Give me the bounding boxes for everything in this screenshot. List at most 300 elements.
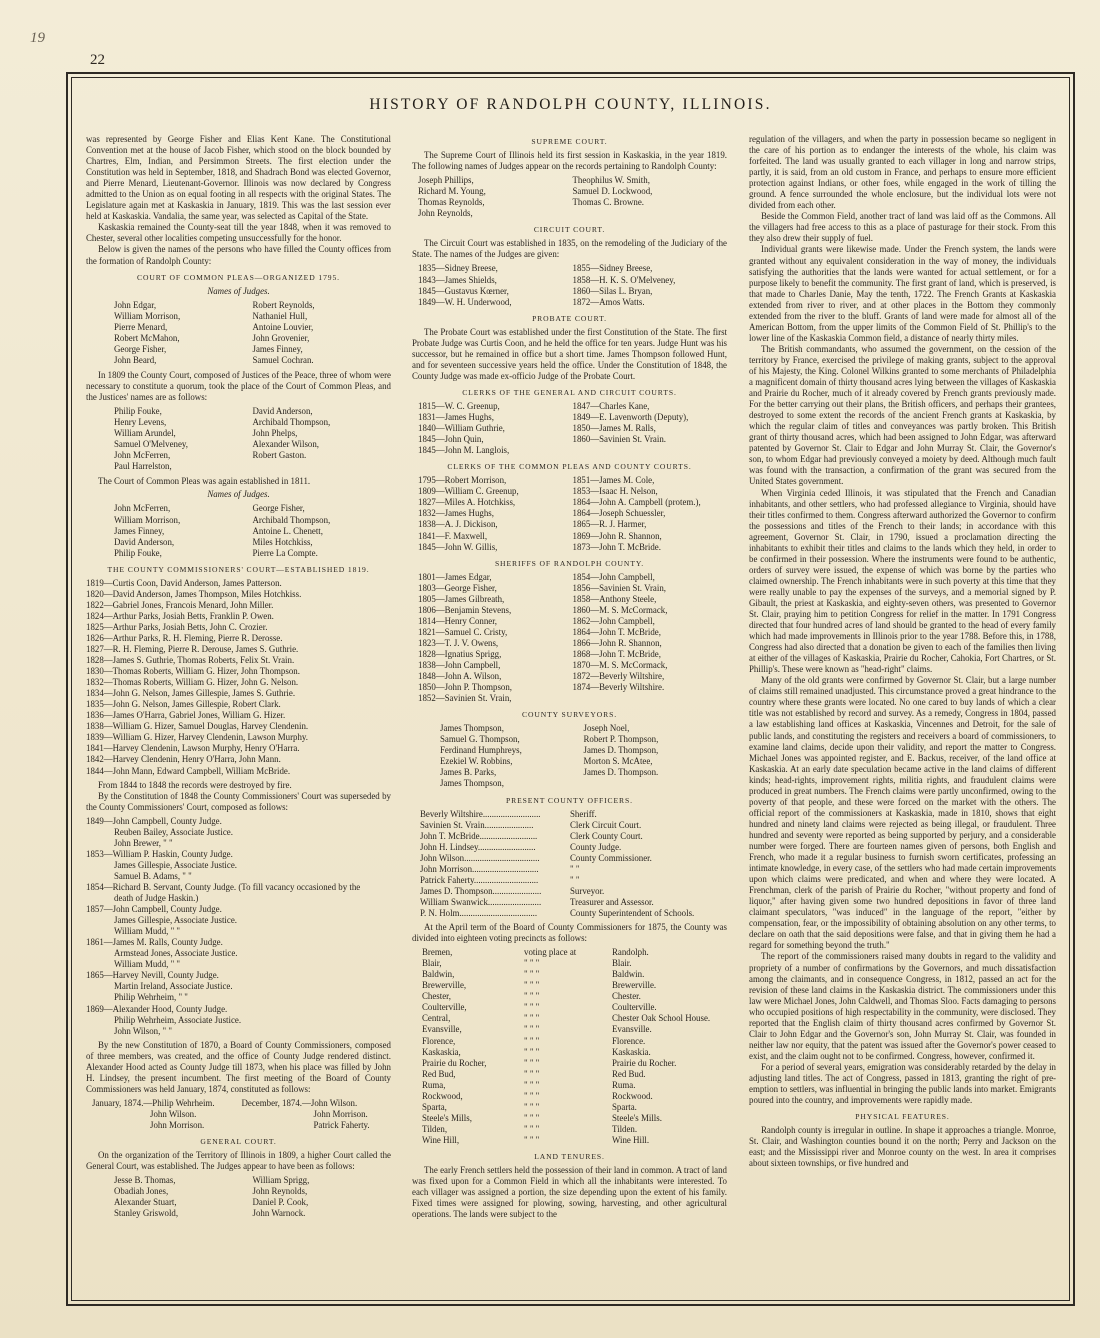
- name-list: [412, 475, 727, 552]
- precinct-name: Steele's Mills,: [422, 1112, 472, 1123]
- list-item: 1820—David Anderson, James Thompson, Miles Hotchkiss.: [86, 588, 302, 599]
- list-item: James Thompson,: [440, 723, 504, 734]
- precinct-place: Brewerville.: [612, 980, 657, 991]
- precinct-name: Red Bud,: [422, 1068, 456, 1079]
- precinct-row: [412, 980, 727, 991]
- list-item: 1835—Sidney Breese,: [418, 263, 498, 274]
- precinct-name: Rockwood,: [422, 1090, 463, 1101]
- list-item: Archibald Thompson,: [252, 514, 331, 525]
- precinct-place: Red Bud.: [612, 1068, 646, 1079]
- precinct-name: Brewerville,: [422, 980, 467, 991]
- name-list: [86, 406, 391, 472]
- list-item: 1832—James Hughs,: [418, 508, 494, 519]
- precinct-place: Wine Hill.: [612, 1134, 650, 1145]
- list-item: Ferdinand Humphreys,: [440, 745, 522, 756]
- officer-row: [412, 908, 727, 919]
- list-item: 1842—Harvey Clendenin, Henry O'Harra, John Mann.: [86, 754, 281, 765]
- list-item: Thomas C. Browne.: [572, 197, 644, 208]
- list-item: Armstead Jones, Associate Justice.: [114, 948, 238, 959]
- precinct-voting: " " ": [524, 1090, 540, 1101]
- list-item: 1832—Thomas Roberts, William G. Hizer, John G. Nelson.: [86, 677, 299, 688]
- precinct-name: Prairie du Rocher,: [422, 1057, 487, 1068]
- precinct-voting: " " ": [524, 958, 540, 969]
- list-item: 1872—Amos Watts.: [572, 296, 645, 307]
- list-item: James Finney,: [252, 343, 303, 354]
- precinct-place: Florence.: [612, 1035, 646, 1046]
- list-item: John Reynolds,: [418, 208, 473, 219]
- list-item: James Gillespie, Associate Justice.: [114, 859, 237, 870]
- list-item: 1822—Gabriel Jones, Francois Menard, John Miller.: [86, 599, 274, 610]
- precinct-row: [412, 1080, 727, 1091]
- officer-name: Patrick Faherty.............................: [420, 874, 539, 885]
- list-item: 1841—Harvey Clendenin, Lawson Murphy, Henry O'Harra.: [86, 743, 300, 754]
- list-item: 1864—Joseph Schuessler,: [572, 508, 666, 519]
- precinct-place: Prairie du Rocher.: [612, 1057, 677, 1068]
- precinct-voting: " " ": [524, 1101, 540, 1112]
- officer-title: County Judge.: [570, 841, 622, 852]
- name-list: [412, 401, 727, 456]
- precinct-place: Steele's Mills.: [612, 1112, 662, 1123]
- list-item: 1801—James Edgar,: [418, 571, 492, 582]
- paragraph: Individual grants were likewise made. Under the French system, the lands were granted without any equivalent consideration in the way of money, the individuals satisfying the authorities that the lands were wanted for actual settlement, or for a purpose likely to benefit the community. The first grant of land, which is preserved, is that made to Charles Danie, May the tenth, 1722. The French Grants at Kaskaskia extended from river to river, and at other places in the Bottom they commonly extended from the river to the bluff. Grants of land were made for almost all of the American Bottom, from the upper limits of the Common Field of St. Phillip's to the lower line of the Kaskaskia Common field, a distance of nearly thirty miles.: [749, 244, 1056, 343]
- list-item: William Mudd, " ": [114, 926, 181, 937]
- list-item: William Arundel,: [114, 428, 176, 439]
- list-item: death of Judge Haskin.): [114, 893, 199, 904]
- list-item: John Wilson.: [150, 1108, 197, 1119]
- list-item: Joseph Noel,: [583, 723, 630, 734]
- precinct-voting: " " ": [524, 1013, 540, 1024]
- precinct-voting: " " ": [524, 1035, 540, 1046]
- precinct-name: Wine Hill,: [422, 1134, 460, 1145]
- list-item: James Gillespie, Associate Justice.: [114, 915, 237, 926]
- officer-title: Surveyor.: [570, 885, 605, 896]
- list-item: James D. Thompson.: [583, 767, 659, 778]
- precinct-row: [412, 1091, 727, 1102]
- list-item: 1865—R. J. Harmer,: [572, 519, 647, 530]
- paragraph: The British commandants, who assumed the government, on the cession of the territory by France, exercised the privilege of making grants, subject to the approval of his Majesty, the King. Colonel Wilkins granted to some merchants of Philadelphia a magnificent domain of thirty thousand acres lying between the villages of Kaskaskia and Prairie du Rocher, much of it already covered by French grants previously made. For the better carrying out their plans, the British officers, and perhaps their grantees, destroyed to some extent the records of the ancient French grants at Kaskaskia, by which the regular claim of titles and conveyances was partly broken. This British grant of thirty thousand acres, which had been assigned to John Edgar, was afterward patented by Governor St. Clair to Edgar and John Murray St. Clair, the Governor's son, to whom Edgar had previously conveyed a moiety by deed. Although much fault was found with the transaction, a confirmation of the grant was secured from the United States government.: [749, 343, 1056, 487]
- list-item: Philip Wehrheim, Associate Justice.: [114, 1014, 242, 1025]
- list-item: John Brewer, " ": [114, 837, 173, 848]
- precinct-row: [412, 1069, 727, 1080]
- officer-row: [412, 897, 727, 908]
- precinct-place: Randolph.: [612, 947, 649, 958]
- list-item: 1857—John Campbell, County Judge.: [86, 904, 222, 915]
- list-item: Jesse B. Thomas,: [114, 1175, 176, 1186]
- list-item: 1865—Harvey Nevill, County Judge.: [86, 970, 219, 981]
- precinct-row: [412, 1036, 727, 1047]
- paragraph: At the April term of the Board of County Commissioners for 1875, the County was divided into eighteen voting precincts as follows:: [412, 922, 727, 944]
- list-item: 1845—John W. Gillis,: [418, 541, 498, 552]
- list-item: 1849—E. Lavenworth (Deputy),: [572, 412, 689, 423]
- list-item: Robert Reynolds,: [252, 299, 315, 310]
- list-item: David Anderson,: [114, 536, 175, 547]
- precinct-row: [412, 1024, 727, 1035]
- officer-name: John T. McBride..........................: [420, 830, 538, 841]
- list-item: 1848—John A. Wilson,: [418, 671, 502, 682]
- list-item: 1824—Arthur Parks, Josiah Betts, Franklin P. Owen.: [86, 610, 274, 621]
- list-item: Archibald Thompson,: [252, 417, 331, 428]
- officer-title: " ": [570, 863, 580, 874]
- precinct-name: Chester,: [422, 991, 451, 1002]
- list-item: Joseph Phillips,: [418, 175, 474, 186]
- list-item: Antoine Louvier,: [252, 321, 314, 332]
- list-item: John Warnock.: [252, 1208, 306, 1219]
- precinct-place: Coulterville.: [612, 1002, 657, 1013]
- list-item: 1838—William G. Hizer, Samuel Douglas, Harvey Clendenin.: [86, 721, 309, 732]
- list-item: 1845—John Quin,: [418, 434, 484, 445]
- list-item: Alexander Stuart,: [114, 1197, 177, 1208]
- officer-name: Savinien St. Vrain......................: [420, 819, 534, 830]
- list-item: 1856—Savinien St. Vrain,: [572, 582, 666, 593]
- officer-row: [412, 853, 727, 864]
- section-heading: CLERKS OF THE COMMON PLEAS AND COUNTY COURTS.: [447, 462, 692, 472]
- list-item: 1853—Isaac H. Nelson,: [572, 486, 658, 497]
- list-item: 1852—Savinien St. Vrain,: [418, 693, 512, 704]
- precinct-row: [412, 1058, 727, 1069]
- precinct-row: [412, 1047, 727, 1058]
- list-item: Henry Levens,: [114, 417, 167, 428]
- paragraph: regulation of the villagers, and when the party in possession became so negligent in the care of his portion as to endanger the interests of the whole, his claim was forfeited. The land was usually granted to each villager in long and narrow strips, partly, it is said, from an old custom in France, and perhaps to ensure more efficient protection against Indians, or other foes, while engaged in the work of tilling the ground. A fence surrounded the whole enclosure, but the individual lots were not divided from each other.: [749, 134, 1056, 211]
- precinct-name: Coulterville,: [422, 1002, 467, 1013]
- list-item: 1809—William C. Greenup,: [418, 486, 519, 497]
- list-item: Samuel G. Thompson,: [440, 734, 520, 745]
- precinct-voting: " " ": [524, 969, 540, 980]
- precinct-place: Chester.: [612, 991, 641, 1002]
- paragraph: From 1844 to 1848 the records were destroyed by fire.: [98, 779, 292, 790]
- list-item: George Fisher,: [252, 503, 305, 514]
- list-item: 1850—James M. Ralls,: [572, 423, 656, 434]
- list-item: 1823—T. J. V. Owens,: [418, 637, 499, 648]
- section-heading: CIRCUIT COURT.: [533, 225, 606, 235]
- list-item: Thomas Reynolds,: [418, 197, 485, 208]
- list-item: Paul Harrelston,: [114, 461, 172, 472]
- section-heading: GENERAL COURT.: [200, 1137, 277, 1147]
- officer-name: William Swanwick........................: [420, 896, 542, 907]
- list-item: 1835—John G. Nelson, James Gillespie, Robert Clark.: [86, 699, 281, 710]
- precinct-voting: " " ": [524, 991, 540, 1002]
- section-heading: PROBATE COURT.: [532, 313, 607, 323]
- subheading: Names of Judges.: [207, 489, 270, 500]
- paragraph: By the Constitution of 1848 the County Commissioners' Court was superseded by the County Commissioners' Court, composed as follows:: [86, 790, 391, 812]
- list-item: 1840—William Guthrie,: [418, 423, 505, 434]
- precinct-row: [412, 1002, 727, 1013]
- list-item: 1845—Gustavus Kœrner,: [418, 285, 509, 296]
- name-list: [412, 175, 727, 219]
- list-item: William Morrison,: [114, 310, 181, 321]
- paragraph: was represented by George Fisher and Elias Kent Kane. The Constitutional Convention met at the house of Jacob Fisher, which stood on the block bounded by Chartres, Elm, Indian, and Persimmon Streets. The first election under the Constitution was held in September, 1818, and Shadrach Bond was elected Governor, and Pierre Menard, Lieutenant-Governor. Illinois was now declared by Congress admitted to the Union as on equal footing in all respects with the original States. The Legislature again met at Kaskaskia in January, 1819. This was the last session ever held at Kaskaskia. Vandalia, the same year, was selected as Capital of the State.: [86, 134, 391, 222]
- paragraph: When Virginia ceded Illinois, it was stipulated that the French and Canadian inhabitants, and other settlers, who had professed allegiance to Virginia, should have their titles confirmed to them. Congress afterward authorized the Governor to confirm the possessions and titles of the French to their lands; in accordance with this agreement, Governor St. Clair, in 1790, issued a proclamation directing the inhabitants to exhibit their titles and claims to the lands which they held, in order to be confirmed in their possession. Where the instruments were found to be authentic, orders of survey were issued, the expense of which was borne by the parties who claimed ownership. The French inhabitants were in such poverty at this time that they were really unable to pay the expenses of the surveys, and a memorial signed by P. Gibault, the priest at Kaskaskia, and eighty-seven others, was presented to Governor St. Clair, praying him to petition Congress for relief in the matter. In 1791 Congress directed that four hundred acres of land should be granted to the head of every family which had made improvements in Illinois prior to the year 1788. Before this, in 1788, Congress had also directed that a donation be given to each of the families then living at either of the villages of Kaskaskia, Prairie du Rocher, Cahokia, Fort Chartres, or St. Phillip's. These were known as "head-right" claims.: [749, 487, 1056, 675]
- list-item: George Fisher,: [114, 343, 167, 354]
- officer-name: John H. Lindsey..........................: [420, 841, 536, 852]
- paragraph: On the organization of the Territory of Illinois in 1809, a higher Court called the General Court, was established. The Judges appear to have been as follows:: [86, 1150, 391, 1172]
- list-item: John Edgar,: [114, 299, 157, 310]
- list-item: 1854—John Campbell,: [572, 571, 655, 582]
- commissioners-list: [86, 578, 391, 777]
- list-item: 1821—Samuel C. Cristy,: [418, 626, 508, 637]
- precinct-name: Blair,: [422, 958, 442, 969]
- paragraph: The Supreme Court of Illinois held its first session in Kaskaskia, in the year 1819. The following names of Judges appear on the records pertaining to Randolph County:: [412, 150, 727, 172]
- list-item: 1795—Robert Morrison,: [418, 475, 507, 486]
- paragraph: The report of the commissioners raised many doubts in regard to the validity and propriety of a number of confirmations by the Governors, and much dissatisfaction among the claimants, and in consequence Congress, in 1812, passed an act for the revision of these land claims in the Kaskaskia district. The commissioners under this law were Michael Jones, John Caldwell, and Thomas Sloo. Facts damaging to persons who occupied positions of high respectability in the community, were disclosed. They reported that the English claim of thirty thousand acres confirmed by Governor St. Clair to John Edgar and the Governor's son, John Murray St. Clair, was founded in neither law nor equity, that the patent was issued after the Governor's power ceased to exist, and the claim ought not to be confirmed. Congress, however, confirmed it.: [749, 951, 1056, 1061]
- officer-row: [412, 820, 727, 831]
- list-item: 1862—John Campbell,: [572, 615, 655, 626]
- list-item: Martin Ireland, Associate Justice.: [114, 981, 233, 992]
- precinct-name: Bremen,: [422, 947, 453, 958]
- list-item: 1825—Arthur Parks, Josiah Betts, John C. Crozier.: [86, 621, 268, 632]
- officer-title: Clerk County Court.: [570, 830, 643, 841]
- list-item: 1872—Beverly Wiltshire,: [572, 671, 665, 682]
- list-item: 1845—John M. Langlois,: [418, 445, 510, 456]
- list-item: Reuben Bailey, Associate Justice.: [114, 826, 233, 837]
- precinct-row: [412, 1124, 727, 1135]
- officer-row: [412, 875, 727, 886]
- list-item: John Morrison.: [150, 1119, 205, 1130]
- list-item: John Wilson, " ": [114, 1025, 173, 1036]
- name-list: [412, 263, 727, 307]
- precinct-row: [412, 947, 727, 958]
- precinct-row: [412, 969, 727, 980]
- list-item: William Mudd, " ": [114, 959, 181, 970]
- paragraph: Beside the Common Field, another tract of land was laid off as the Commons. All the villagers had free access to this as a place of pasturage for their stock. From this they also drew their supply of fuel.: [749, 211, 1056, 244]
- list-item: 1839—William G. Hizer, Harvey Clendenin, Lawson Murphy.: [86, 732, 309, 743]
- list-item: 1849—W. H. Underwood,: [418, 296, 512, 307]
- section-heading: SHERIFFS OF RANDOLPH COUNTY.: [494, 558, 645, 568]
- list-item: 1860—Savinien St. Vrain.: [572, 434, 666, 445]
- list-item: Robert McMahon,: [114, 332, 180, 343]
- paragraph: Many of the old grants were confirmed by Governor St. Clair, but a large number of claims still remained unadjusted. This circumstance proved a great hindrance to the country where these grants were located. No one cared to buy lands of which a clear title was not established by record and survey. As a remedy, Congress in 1804, passed a law establishing land offices at Kaskaskia, Vincennes and Detroit, for the sale of public lands, and constituting the registers and receivers a board of commissioners, to examine land claims, decide upon their validity, and report the matter to Congress. Michael Jones was appointed register, and E. Backus, receiver, of the land office at Kaskaskia. At an early date speculation became active in the land claims of different kinds; head-rights, improvement rights, militia rights, and fraudulent claims were produced in great numbers. The French claims were partly unconfirmed, owing to the poverty of that people, and these were forced on the market with the others. The official report of the commissioners at Kaskaskia, made in 1810, shows that eight hundred and ninety land claims were rejected as being illegal, or fraudulent. Three hundred and seventy were reported as being supported by perjury, and a considerable number were forged. There are fourteen names given of persons, both English and French, who made it a regular business to furnish sworn certificates, professing an intimate knowledge, in every case, of the settlers who had made certain improvements upon which claims were predicated, and when and where they were located. A Frenchman, clerk of the parish of Prairie du Rocher, "without property and fond of liquor," after having given some two hundred depositions in favor of three land claimant speculators, "was induced" in the language of the report, "either by compensation, fear, or the impossibility of obtaining absolution on any other terms, to declare on oath that the said depositions were false, and that in giving them he had a regard for something beyond the truth.": [749, 675, 1056, 951]
- list-item: James Finney,: [114, 525, 165, 536]
- precinct-place: Chester Oak School House.: [612, 1013, 711, 1024]
- list-item: 1827—R. H. Fleming, Pierre R. Derouse, James S. Guthrie.: [86, 644, 299, 655]
- paragraph: By the new Constitution of 1870, a Board of County Commissioners, composed of three members, was created, and the office of County Judge rendered distinct. Alexander Hood acted as County Judge till 1873, when his place was filled by John H. Lindsey, the present incumbent. The first meeting of the Board of County Commissioners was held January, 1874, constituted as follows:: [86, 1039, 391, 1094]
- list-item: 1827—Miles A. Hotchkiss,: [418, 497, 516, 508]
- list-item: Samuel O'Melveney,: [114, 439, 188, 450]
- list-item: Theophilus W. Smith,: [572, 175, 650, 186]
- precinct-voting: " " ": [524, 980, 540, 991]
- list-item: 1838—A. J. Dickison,: [418, 519, 498, 530]
- precinct-place: Rockwood.: [612, 1090, 653, 1101]
- paragraph: Below is given the names of the persons who have filled the County offices from the formation of Randolph County:: [86, 244, 391, 266]
- list-item: 1870—M. S. McCormack,: [572, 660, 668, 671]
- list-item: John Beard,: [114, 354, 157, 365]
- list-item: 1831—James Hughs,: [418, 412, 494, 423]
- precinct-row: [412, 1135, 727, 1146]
- list-item: 1841—F. Maxwell,: [418, 530, 488, 541]
- precinct-name: Tilden,: [422, 1123, 448, 1134]
- list-item: 1874—Beverly Wiltshire.: [572, 682, 665, 693]
- precinct-voting: " " ": [524, 1046, 540, 1057]
- list-item: Miles Hotchkiss,: [252, 536, 313, 547]
- list-item: 1866—John R. Shannon,: [572, 637, 662, 648]
- officer-name: Beverly Wiltshire..........................: [420, 808, 541, 819]
- column-3: [749, 134, 1056, 1294]
- list-item: John McFerren,: [114, 503, 171, 514]
- list-item: Samuel B. Adams, " ": [114, 870, 192, 881]
- list-item: 1860—Silas L. Bryan,: [572, 285, 653, 296]
- precinct-row: [412, 991, 727, 1002]
- list-item: Obadiah Jones,: [114, 1186, 169, 1197]
- precinct-voting: " " ": [524, 1079, 540, 1090]
- list-item: 1855—Sidney Breese,: [572, 263, 653, 274]
- precinct-place: Blair.: [612, 958, 632, 969]
- list-item: 1834—John G. Nelson, James Gillespie, James S. Guthrie.: [86, 688, 296, 699]
- list-item: Robert Gaston.: [252, 450, 307, 461]
- list-item: John Reynolds,: [252, 1186, 308, 1197]
- precinct-name: Sparta,: [422, 1101, 447, 1112]
- section-heading: SUPREME COURT.: [531, 137, 608, 146]
- paragraph: The Circuit Court was established in 1835, on the remodeling of the Judiciary of the State. The names of the Judges are given:: [412, 238, 727, 260]
- name-list: [86, 300, 391, 366]
- list-item: Pierre Menard,: [114, 321, 168, 332]
- list-item: Robert P. Thompson,: [583, 734, 659, 745]
- list-item: John McFerren,: [114, 450, 171, 461]
- list-item: John Grovenier,: [252, 332, 310, 343]
- list-item: William Sprigg,: [252, 1175, 310, 1186]
- list-item: 1836—James O'Harra, Gabriel Jones, William G. Hizer.: [86, 710, 286, 721]
- paragraph: For a period of several years, emigration was considerably retarded by the delay in adjusting land titles. The act of Congress, passed in 1813, granting the right of pre-emption to settlers, was influential in bringing the public lands into market. Emigrants poured into the country, and improvements were rapidly made.: [749, 1061, 1056, 1106]
- list-item: 1819—Curtis Coon, David Anderson, James Patterson.: [86, 577, 282, 588]
- officer-title: Treasurer and Assessor.: [570, 896, 654, 907]
- list-item: 1849—John Campbell, County Judge.: [86, 815, 222, 826]
- text-columns: [86, 134, 1056, 1294]
- list-item: 1861—James M. Ralls, County Judge.: [86, 937, 223, 948]
- list-item: 1815—W. C. Greenup,: [418, 400, 500, 411]
- precinct-voting: " " ": [524, 1123, 540, 1134]
- list-item: 1814—Henry Conner,: [418, 615, 498, 626]
- officer-row: [412, 831, 727, 842]
- precinct-voting: " " ": [524, 1024, 540, 1035]
- column-2: [412, 134, 727, 1294]
- list-item: 1853—William P. Haskin, County Judge.: [86, 848, 233, 859]
- precinct-place: Ruma.: [612, 1079, 636, 1090]
- list-item: 1869—John R. Shannon,: [572, 530, 662, 541]
- list-item: 1838—John Campbell,: [418, 660, 501, 671]
- precinct-name: Ruma,: [422, 1079, 446, 1090]
- precinct-voting: " " ": [524, 1057, 540, 1068]
- list-item: 1868—John T. McBride,: [572, 648, 661, 659]
- list-item: 1854—Richard B. Servant, County Judge. (To fill vacancy occasioned by the: [86, 882, 361, 892]
- paragraph: Kaskaskia remained the County-seat till the year 1848, when it was removed to Chester, several other localities competing unsuccessfully for the honor.: [86, 222, 391, 244]
- list-item: 1860—M. S. McCormack,: [572, 604, 668, 615]
- list-item: James B. Parks,: [440, 767, 497, 778]
- precinct-voting: " " ": [524, 1112, 540, 1123]
- list-item: 1830—Thomas Roberts, William G. Hizer, John Thompson.: [86, 666, 300, 677]
- list-item: James Thompson,: [440, 778, 504, 789]
- list-item: Pierre La Compte.: [252, 547, 318, 558]
- precinct-voting: voting place at: [524, 947, 577, 958]
- list-item: 1858—Anthony Steele,: [572, 593, 657, 604]
- list-item: 1851—James M. Cole,: [572, 475, 655, 486]
- precinct-name: Florence,: [422, 1035, 456, 1046]
- precinct-place: Kaskaskia.: [612, 1046, 651, 1057]
- list-item: William Morrison,: [114, 514, 181, 525]
- handwritten-page-number: 19: [30, 30, 45, 46]
- officer-title: Clerk Circuit Court.: [570, 819, 642, 830]
- officer-name: P. N. Holm...................................: [420, 908, 538, 918]
- precinct-row: [412, 958, 727, 969]
- section-heading: PHYSICAL FEATURES.: [855, 1112, 950, 1122]
- section-heading: LAND TENURES.: [534, 1151, 605, 1161]
- list-item: January, 1874.—Philip Wehrheim.: [92, 1097, 215, 1108]
- paragraph: In 1809 the County Court, composed of Justices of the Peace, three of whom were necessary to constitute a quorum, took the place of the Court of Common Pleas, and the Justices' names are as follows:: [86, 369, 391, 403]
- list-item: Nathaniel Hull,: [252, 310, 308, 321]
- list-item: Samuel D. Lockwood,: [572, 186, 653, 197]
- list-item: Morton S. McAtee,: [583, 756, 653, 767]
- list-item: 1869—Alexander Hood, County Judge.: [86, 1003, 228, 1014]
- officer-title: County Commissioner.: [570, 852, 652, 863]
- list-item: Philip Wehrheim, " ": [114, 992, 188, 1003]
- name-list: [412, 723, 727, 789]
- county-court-list: [86, 816, 391, 1037]
- list-item: John Morrison.: [313, 1108, 368, 1119]
- officer-title: Sheriff.: [570, 808, 597, 819]
- list-item: 1843—James Shields,: [418, 274, 497, 285]
- list-item: Stanley Griswold,: [114, 1208, 179, 1219]
- precinct-name: Baldwin,: [422, 969, 455, 980]
- section-heading: CLERKS OF THE GENERAL AND CIRCUIT COURTS.: [462, 387, 677, 397]
- list-item: Richard M. Young,: [418, 186, 486, 197]
- name-list: [86, 1175, 391, 1219]
- precinct-name: Kaskaskia,: [422, 1046, 461, 1057]
- precinct-place: Tilden.: [612, 1123, 638, 1134]
- list-item: Samuel Cochran.: [252, 354, 314, 365]
- list-item: 1826—Arthur Parks, R. H. Fleming, Pierre R. Derosse.: [86, 632, 283, 643]
- name-list: [412, 572, 727, 705]
- precincts-list: [412, 947, 727, 1146]
- precinct-voting: " " ": [524, 1068, 540, 1079]
- list-item: David Anderson,: [252, 406, 313, 417]
- officer-row: [412, 842, 727, 853]
- page-title: HISTORY OF RANDOLPH COUNTY, ILLINOIS.: [369, 96, 772, 113]
- list-item: 1828—Ignatius Sprigg,: [418, 648, 502, 659]
- officers-list: [412, 809, 727, 919]
- officer-name: John Morrison..............................: [420, 863, 539, 874]
- list-item: Philip Fouke,: [114, 547, 162, 558]
- paragraph: The Court of Common Pleas was again established in 1811.: [98, 476, 311, 487]
- officer-name: James D. Thompson......................: [420, 885, 542, 896]
- section-heading: COURT OF COMMON PLEAS—ORGANIZED 1795.: [137, 272, 340, 282]
- list-item: 1828—James S. Guthrie, Thomas Roberts, Felix St. Vrain.: [86, 655, 295, 666]
- subheading: Names of Judges.: [207, 285, 270, 296]
- section-heading: COUNTY SURVEYORS.: [522, 710, 617, 720]
- list-item: 1847—Charles Kane,: [572, 400, 650, 411]
- list-item: 1805—James Gilbreath,: [418, 593, 505, 604]
- precinct-row: [412, 1113, 727, 1124]
- list-item: John Phelps,: [252, 428, 298, 439]
- paragraph: Randolph county is irregular in outline. In shape it approaches a triangle. Monroe, St. Clair, and Washington counties bound it on the north; Perry and Jackson on the east; and the Mississippi river and Monroe county on the west. In area it comprises about sixteen townships, or five hundred and: [749, 1125, 1056, 1169]
- precinct-voting: " " ": [524, 1002, 540, 1013]
- list-item: 1850—John P. Thompson,: [418, 682, 513, 693]
- list-item: 1806—Benjamin Stevens,: [418, 604, 512, 615]
- precinct-voting: " " ": [524, 1134, 540, 1145]
- list-item: 1864—John T. McBride,: [572, 626, 661, 637]
- precinct-place: Sparta.: [612, 1101, 637, 1112]
- section-heading: THE COUNTY COMMISSIONERS' COURT—ESTABLISHED 1819.: [107, 564, 370, 574]
- precinct-name: Central,: [422, 1013, 451, 1024]
- list-item: December, 1874.—John Wilson.: [241, 1097, 358, 1108]
- officer-row: [412, 886, 727, 897]
- precinct-place: Baldwin.: [612, 969, 645, 980]
- precinct-place: Evansville.: [612, 1024, 652, 1035]
- officer-name: John Wilson..................................: [420, 852, 540, 863]
- list-item: James D. Thompson,: [583, 745, 659, 756]
- board-list: [86, 1098, 391, 1131]
- paragraph: The early French settlers held the possession of their land in common. A tract of land was fixed upon for a Common Field in which all the inhabitants were interested. To each villager was assigned a portion, the size depending upon the extent of his family. Fixed times were assigned for plowing, sowing, harvesting, and other agricultural operations. The lands were subject to the: [412, 1165, 727, 1220]
- list-item: Daniel P. Cook,: [252, 1197, 309, 1208]
- section-heading: PRESENT COUNTY OFFICERS.: [506, 795, 633, 805]
- page-number: 22: [90, 52, 105, 68]
- list-item: Patrick Faherty.: [313, 1119, 370, 1130]
